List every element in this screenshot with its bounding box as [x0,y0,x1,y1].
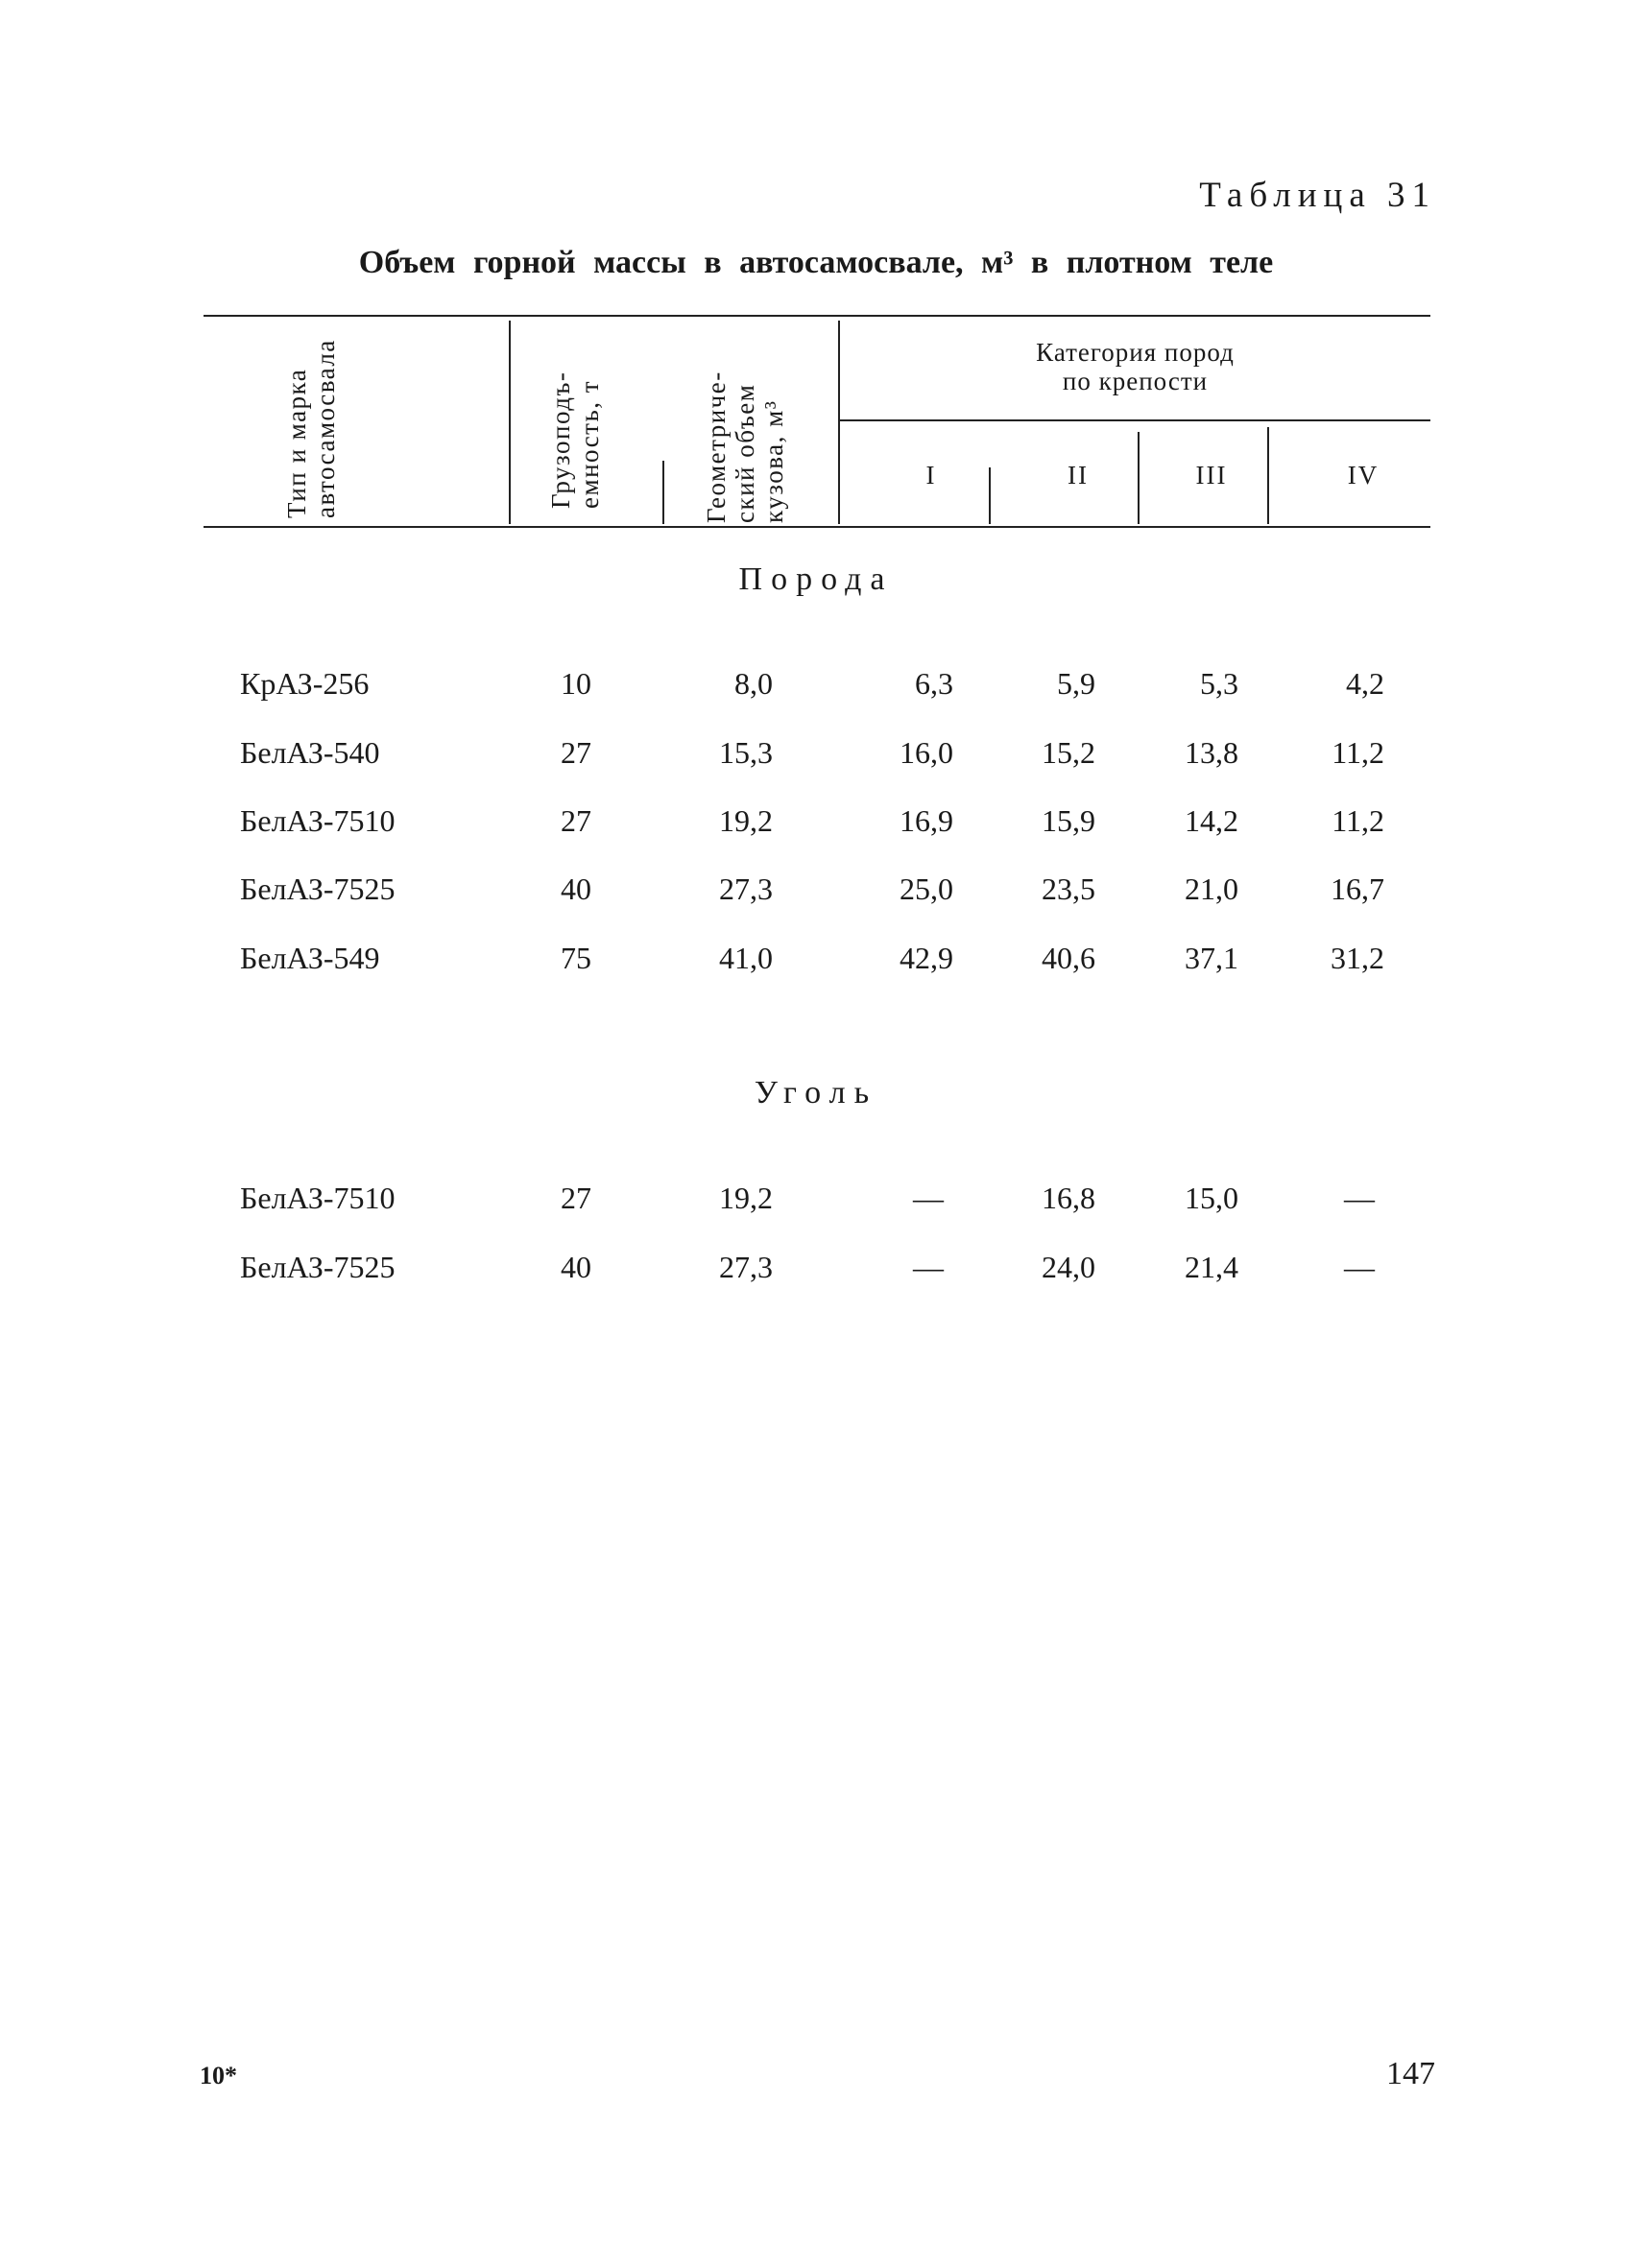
section-title-rock: Порода [738,561,894,597]
row-category-2: 23,5 [1042,871,1095,906]
row-volume: 27,3 [719,1250,773,1284]
row-capacity: 27 [561,735,591,770]
row-model: БелАЗ-7510 [240,803,396,838]
row-category-2: 15,9 [1042,803,1095,838]
row-volume: 8,0 [734,666,773,701]
row-category-3: 21,4 [1185,1250,1238,1284]
row-category-2: 5,9 [1057,666,1095,701]
row-category-1: 16,9 [900,803,953,838]
header-category-4: IV [1347,461,1380,489]
table-label: Таблица 31 [1199,176,1436,215]
row-volume: 19,2 [719,803,773,838]
row-model: БелАЗ-7525 [240,871,396,906]
row-volume: 15,3 [719,735,773,770]
header-category-rule [840,419,1430,421]
page-number: 147 [1386,2056,1435,2091]
row-capacity: 75 [561,941,591,975]
row-category-4: 16,7 [1331,871,1384,906]
row-category-4: 4,2 [1346,666,1384,701]
row-capacity: 40 [561,1250,591,1284]
table-title: Объем горной массы в автосамосвале, м³ в плотном теле [358,245,1274,280]
row-category-2: 15,2 [1042,735,1095,770]
row-capacity: 27 [561,803,591,838]
row-category-1: 6,3 [915,666,953,701]
row-capacity: 27 [561,1181,591,1215]
header-capacity: Грузоподъ- емность, т [546,370,604,509]
header-category-1: I [925,461,937,489]
row-category-3: 37,1 [1185,941,1238,975]
row-category-3: 5,3 [1200,666,1238,701]
header-divider-2 [662,461,664,524]
row-category-3: 14,2 [1185,803,1238,838]
row-category-4: 31,2 [1331,941,1384,975]
row-model: БелАЗ-7510 [240,1181,396,1215]
row-model: БелАЗ-549 [240,941,380,975]
row-category-1: 42,9 [900,941,953,975]
header-vehicle-type: Тип и марка автосамосвала [282,339,340,518]
row-category-1: — [913,1181,944,1215]
row-category-4: — [1344,1181,1375,1215]
row-volume: 27,3 [719,871,773,906]
row-category-2: 24,0 [1042,1250,1095,1284]
row-category-2: 16,8 [1042,1181,1095,1215]
row-volume: 19,2 [719,1181,773,1215]
row-category-4: 11,2 [1332,735,1384,770]
row-category-1: 25,0 [900,871,953,906]
header-category-3: III [1195,461,1228,489]
row-category-3: 21,0 [1185,871,1238,906]
row-category-3: 15,0 [1185,1181,1238,1215]
header-top-rule [204,315,1430,317]
header-divider-1 [509,321,511,524]
row-volume: 41,0 [719,941,773,975]
header-divider-5 [1138,432,1140,524]
row-capacity: 40 [561,871,591,906]
header-rock-category: Категория пород по крепости [1036,338,1235,395]
header-category-2: II [1068,461,1089,489]
row-category-2: 40,6 [1042,941,1095,975]
header-volume: Геометриче- ский объем кузова, м³ [702,370,788,523]
row-model: БелАЗ-540 [240,735,380,770]
section-title-coal: Уголь [754,1075,878,1110]
row-model: БелАЗ-7525 [240,1250,396,1284]
header-divider-4 [989,467,991,524]
row-category-1: — [913,1250,944,1284]
header-divider-6 [1267,427,1269,524]
row-category-3: 13,8 [1185,735,1238,770]
row-category-4: — [1344,1250,1375,1284]
header-bottom-rule [204,526,1430,528]
row-category-1: 16,0 [900,735,953,770]
row-capacity: 10 [561,666,591,701]
footer-signature-mark: 10* [200,2062,237,2089]
row-model: КрАЗ-256 [240,666,370,701]
row-category-4: 11,2 [1332,803,1384,838]
